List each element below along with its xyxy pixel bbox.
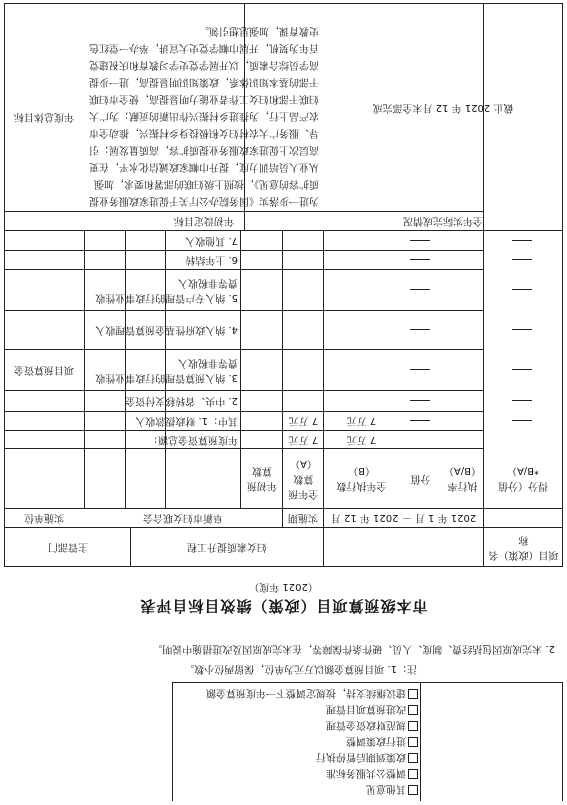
budget-row-total bbox=[283, 231, 324, 250]
budget-row-rate bbox=[442, 391, 483, 411]
prev-table-border bbox=[562, 682, 563, 801]
dash-mark bbox=[513, 330, 533, 331]
budget-row-score bbox=[483, 231, 562, 250]
dash-mark bbox=[411, 260, 431, 261]
note-1: 注：1. 项目预算金额以万元为单位，保留两位小数。 bbox=[184, 663, 417, 674]
budget-row-initial bbox=[241, 270, 283, 310]
prev-option-label: 其他意见 bbox=[366, 783, 406, 794]
budget-row-rate bbox=[442, 270, 483, 310]
dash-mark bbox=[411, 290, 431, 291]
budget-row-rate bbox=[442, 431, 483, 448]
budget-row-initial bbox=[241, 391, 283, 411]
budget-row-score bbox=[483, 350, 562, 390]
budget-row-weight bbox=[399, 391, 442, 411]
prev-option-label: 规范财政资金管理 bbox=[326, 719, 406, 730]
prev-option bbox=[366, 782, 418, 795]
checkbox-icon bbox=[408, 705, 418, 715]
budget-label: 项目预算资金 bbox=[14, 364, 74, 375]
exec-rate-header: 执行率（B/A） bbox=[443, 465, 482, 492]
prev-option-label: 调整公共服务标准 bbox=[326, 767, 406, 778]
initial-budget-header: 年初预算数 bbox=[247, 465, 277, 492]
budget-row-score bbox=[483, 431, 562, 448]
project-name-label: 项目（政策）名称 bbox=[488, 534, 559, 560]
prev-option bbox=[326, 766, 418, 779]
budget-row-exec bbox=[324, 270, 399, 310]
unit-label: 实施单位 bbox=[24, 512, 64, 524]
budget-row-label: 年度预算资金总额： bbox=[148, 434, 238, 445]
budget-row-total bbox=[283, 311, 324, 349]
budget-row-rate bbox=[442, 311, 483, 349]
table-border bbox=[4, 566, 563, 567]
total-budget-header: 全年预算数（A） bbox=[288, 458, 319, 499]
prev-option bbox=[326, 702, 418, 715]
period-label: 实施期 bbox=[288, 512, 318, 524]
prev-table-border bbox=[420, 682, 421, 801]
budget-row-rate bbox=[442, 231, 483, 250]
budget-row-score bbox=[483, 412, 562, 430]
budget-row-weight bbox=[399, 412, 442, 430]
budget-row-rate bbox=[442, 412, 483, 430]
budget-row-weight bbox=[399, 350, 442, 390]
budget-row-total bbox=[283, 270, 324, 310]
score-header: 得分（分值*B/A） bbox=[498, 465, 548, 492]
budget-row-exec: 7 万元 bbox=[346, 434, 377, 445]
budget-row-initial bbox=[241, 311, 283, 349]
budget-row-label: 4. 纳入政府性基金预算管理收入 bbox=[95, 324, 238, 336]
budget-row-exec bbox=[324, 251, 399, 269]
dash-mark bbox=[411, 240, 431, 241]
checkbox-icon bbox=[408, 769, 418, 779]
dash-mark bbox=[411, 401, 431, 402]
prev-option-label: 改进预算项目管理 bbox=[326, 703, 406, 714]
dash-mark bbox=[411, 330, 431, 331]
prev-option bbox=[326, 718, 418, 731]
prev-options-list bbox=[173, 683, 418, 799]
budget-row-rate bbox=[442, 251, 483, 269]
period-value: 2021 年 1 月 － 2021 年 12 月 bbox=[330, 512, 477, 524]
budget-row-exec bbox=[324, 350, 399, 390]
checkbox-icon bbox=[408, 753, 418, 763]
note-2: 2. 未完成原因包括经费、制度、人员、硬件条件保障等，在未完成原因及改进措施中说明。 bbox=[152, 643, 555, 654]
budget-row-score bbox=[483, 391, 562, 411]
budget-row-total: 7 万元 bbox=[288, 434, 319, 445]
dash-mark bbox=[411, 421, 431, 422]
prev-option-label: 建议继续支持，按规定调整下一年度预算金额 bbox=[206, 687, 406, 698]
budget-row-label: 其中：1. 财政拨款收入 bbox=[135, 415, 238, 427]
budget-row-label: 7. 其他收入 bbox=[185, 235, 238, 246]
goal-actual-text: 截止 2021 年 12 月末全部完成 bbox=[372, 102, 514, 113]
dept-label: 主管部门 bbox=[48, 541, 88, 553]
dash-mark bbox=[513, 290, 533, 291]
budget-row-weight bbox=[399, 231, 442, 250]
checkbox-icon bbox=[408, 689, 418, 699]
budget-row-weight bbox=[399, 251, 442, 269]
project-name-value: 妇女素质提升工程 bbox=[187, 541, 267, 553]
budget-row-label: 3. 纳入预算管理的行政事业性收费等非税收入 bbox=[95, 357, 238, 383]
dash-mark bbox=[513, 401, 533, 402]
table-border bbox=[562, 3, 563, 567]
weight-header: 分值 bbox=[410, 473, 431, 484]
budget-row-total bbox=[283, 350, 324, 390]
dept-value bbox=[324, 528, 483, 566]
goal-initial-text: 为进一步落实《国务院办公厅关于促进家政服务业提质扩容的意见》，按照上级妇联的部署和要求，加强从业人员培训力度，提升巾帼家政诚信化水平，在更高层次上促进家政服务业提质扩容，高质量发展；引导、服务广大农村妇女积极投身乡村振兴，推动全市农产品上行，为推进乡村振兴作出新的贡献；为广大妇联干部和妇女工作者业能力明显提高，使全市妇联干部的基本知识体系，政策知识明显提高，进一步提高学员综合素质，以开展学党史学习教育和庆祝建党百年为契机，开展巾帼学党史大宣讲，举办一堂红色史教育课，加强思想引领。 bbox=[89, 25, 319, 206]
checkbox-icon bbox=[408, 737, 418, 747]
checkbox-icon bbox=[408, 785, 418, 795]
goal-label: 年度总体目标 bbox=[14, 111, 74, 123]
budget-row-initial bbox=[241, 231, 283, 250]
dash-mark bbox=[411, 370, 431, 371]
checkbox-icon bbox=[408, 721, 418, 731]
goal-actual-header: 全年实际完成情况 bbox=[403, 215, 483, 227]
budget-row-label: 6. 上年结转 bbox=[185, 254, 238, 266]
budget-row-rate bbox=[442, 350, 483, 390]
prev-option-label: 进行政策调整 bbox=[346, 735, 406, 746]
budget-row-exec bbox=[324, 391, 399, 411]
dash-mark bbox=[513, 260, 533, 261]
dash-mark bbox=[513, 240, 533, 241]
page-title: 市本级预算项目（政策）绩效目标自评表 bbox=[139, 597, 428, 615]
budget-row-total bbox=[283, 251, 324, 269]
budget-row-exec bbox=[324, 231, 399, 250]
total-exec-header: 全年执行数（B） bbox=[336, 465, 387, 492]
dash-mark bbox=[513, 421, 533, 422]
budget-row-total bbox=[283, 391, 324, 411]
budget-row-score bbox=[483, 270, 562, 310]
dash-mark bbox=[513, 370, 533, 371]
prev-option bbox=[206, 686, 418, 699]
goal-initial-header: 年初设定目标 bbox=[174, 215, 234, 227]
budget-row-initial bbox=[241, 350, 283, 390]
year-subtitle: （2021 年度） bbox=[249, 581, 318, 592]
budget-row-initial bbox=[241, 431, 283, 448]
prev-option bbox=[346, 734, 418, 747]
budget-row-initial bbox=[241, 251, 283, 269]
prev-option bbox=[316, 750, 418, 763]
budget-row-score bbox=[483, 311, 562, 349]
budget-row-exec: 7 万元 bbox=[346, 415, 377, 427]
budget-row-total: 7 万元 bbox=[288, 415, 319, 427]
budget-row-weight bbox=[399, 431, 442, 448]
budget-row-label: 2. 中央、省转移支付资金 bbox=[125, 395, 238, 407]
budget-row-weight bbox=[399, 270, 442, 310]
budget-row-score bbox=[483, 251, 562, 269]
budget-row-weight bbox=[399, 311, 442, 349]
budget-row-label: 5. 纳入专户管理的行政事业性收费等非税收入 bbox=[95, 277, 238, 303]
budget-row-exec bbox=[324, 311, 399, 349]
budget-row-initial bbox=[241, 412, 283, 430]
prev-option-label: 政策到期后暂停执行 bbox=[316, 751, 406, 762]
unit-value: 阜新市妇女联合会 bbox=[143, 512, 223, 524]
